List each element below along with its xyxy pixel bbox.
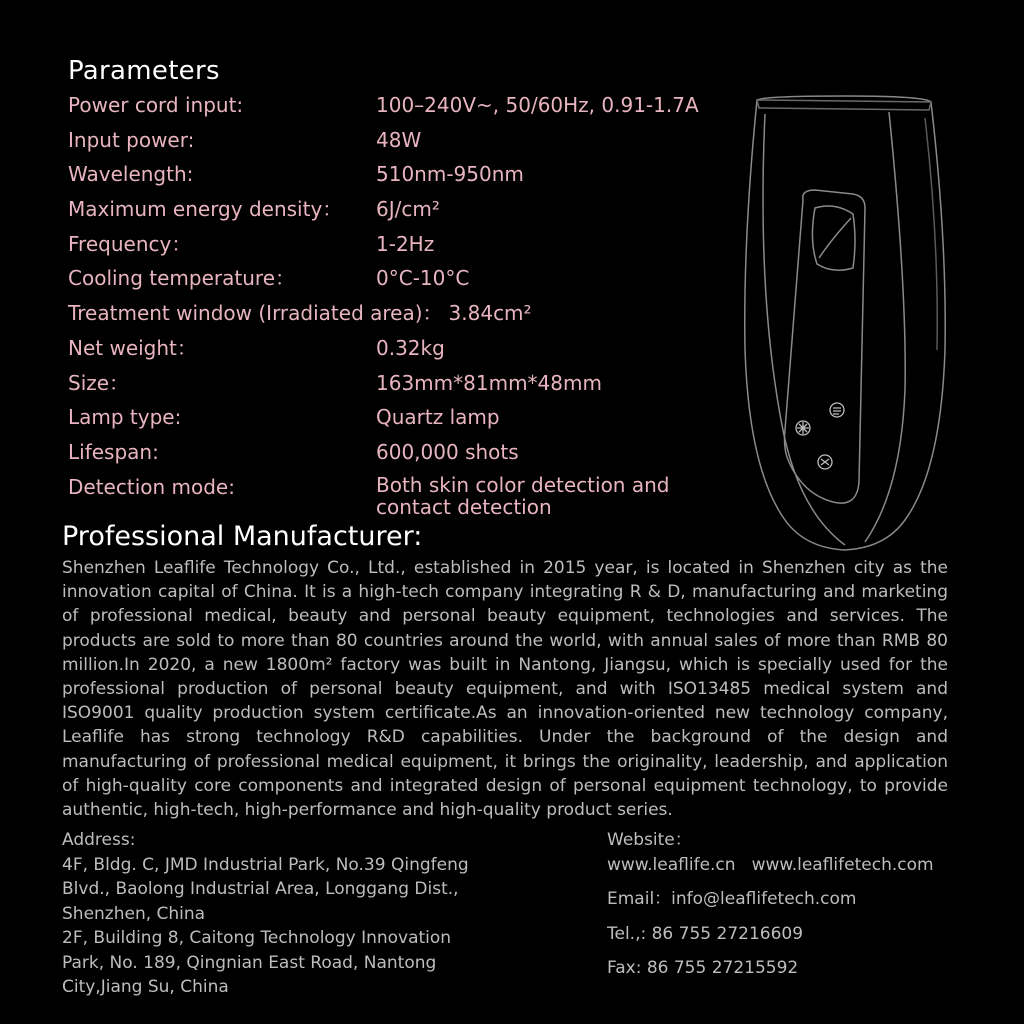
param-label: Lamp type: — [68, 405, 182, 430]
param-value: 1-2Hz — [376, 231, 435, 256]
email-link[interactable]: Email：info@leaflifetech.com — [607, 889, 857, 909]
tel-text: Tel.,: 86 755 27216609 — [607, 923, 804, 944]
device-right-seam — [865, 112, 905, 542]
param-label: Size： — [68, 370, 130, 395]
website-link[interactable]: www.leaflife.cn — [607, 854, 736, 875]
address-label: Address: — [62, 830, 136, 850]
param-row — [68, 196, 748, 231]
param-label: Maximum energy density： — [68, 197, 343, 222]
param-label: Treatment window (Irradiated area)： — [68, 301, 443, 326]
address-line: Blvd., Baolong Industrial Area, Longgang Dist., — [62, 879, 459, 899]
param-row — [68, 439, 748, 474]
param-label: Input power: — [68, 127, 195, 152]
parameters-list — [68, 92, 748, 519]
param-value: 510nm-950nm — [376, 162, 524, 187]
website-link[interactable]: www.leaflifetech.com — [751, 854, 934, 875]
device-left-seam — [763, 114, 845, 545]
param-value: Both skin color detection and contact detection — [376, 472, 670, 519]
param-row — [68, 370, 748, 405]
param-value: 0°C-10°C — [376, 266, 470, 291]
parameters-title: Parameters — [68, 56, 220, 86]
param-label: Cooling temperature： — [68, 266, 295, 291]
param-row — [68, 231, 748, 266]
fax-text: Fax: 86 755 27215592 — [607, 958, 799, 978]
param-row — [68, 335, 748, 370]
param-value: 6J/cm² — [376, 197, 440, 222]
param-row — [68, 265, 748, 300]
mode-icon — [830, 403, 844, 417]
address-line: Shenzhen, China — [62, 903, 206, 924]
address-line: Park, No. 189, Qingnian East Road, Nantong — [62, 952, 437, 973]
param-value: 0.32kg — [376, 335, 445, 360]
device-panel — [785, 190, 866, 503]
param-label: Net weight： — [68, 335, 197, 360]
param-value: 3.84cm² — [448, 301, 532, 326]
website-label: Website： — [607, 830, 692, 850]
manufacturer-title: Professional Manufacturer: — [62, 521, 423, 552]
param-value: Quartz lamp — [376, 405, 500, 430]
param-label: Detection mode: — [68, 474, 235, 499]
address-line: City,Jiang Su, China — [62, 977, 229, 997]
param-value: 100–240V~, 50/60Hz, 0.91-1.7A — [376, 93, 699, 117]
param-row — [68, 92, 748, 127]
param-row — [68, 127, 748, 162]
device-body-outline — [745, 96, 945, 550]
param-label: Frequency： — [68, 231, 192, 256]
param-row — [68, 161, 748, 196]
address-line: 2F, Building 8, Caitong Technology Innovation — [62, 928, 452, 948]
param-label: Lifespan: — [68, 439, 159, 464]
address-block — [62, 828, 532, 1000]
param-label: Power cord input: — [68, 93, 244, 117]
address-line: 4F, Bldg. C, JMD Industrial Park, No.39 Qingfeng — [62, 854, 469, 875]
param-row — [68, 472, 748, 519]
param-row — [68, 300, 748, 335]
param-value: 163mm*81mm*48mm — [376, 370, 602, 395]
param-value: 600,000 shots — [376, 439, 519, 464]
param-row — [68, 404, 748, 439]
device-outline-illustration — [735, 90, 955, 560]
website-links — [607, 853, 1007, 878]
contact-block — [607, 828, 1007, 981]
param-value: 48W — [376, 127, 422, 152]
param-label: Wavelength: — [68, 162, 194, 187]
device-top-cap — [757, 100, 931, 110]
device-right-edge — [925, 118, 937, 350]
manufacturer-description: Shenzhen Leaflife Technology Co., Ltd., established in 2015 year, is located in Shenzhen city as the innovation capital of China. It is a high-tech company integrating R & D, manufacturing and marketing of professional medical, beauty and personal beauty equipment, technologies and services. The products are sold to more than 80 countries around the world, with annual sales of more than RMB 80 million.In 2020, a new 1800m² factory was built in Nantong, Jiangsu, which is specially used for the professional production of personal beauty equipment, and with ISO13485 medical system and ISO9001 quality production system certificate.As an innovation-oriented new technology company, Leaflife has strong technology R&D capabilities. Under the background of the design and manufacturing of professional medical equipment, it brings the originality, leadership, and application of high-quality core components and integrated design of personal equipment technology, to provide authentic, high-tech, high-performance and high-quality product series. — [62, 558, 948, 821]
